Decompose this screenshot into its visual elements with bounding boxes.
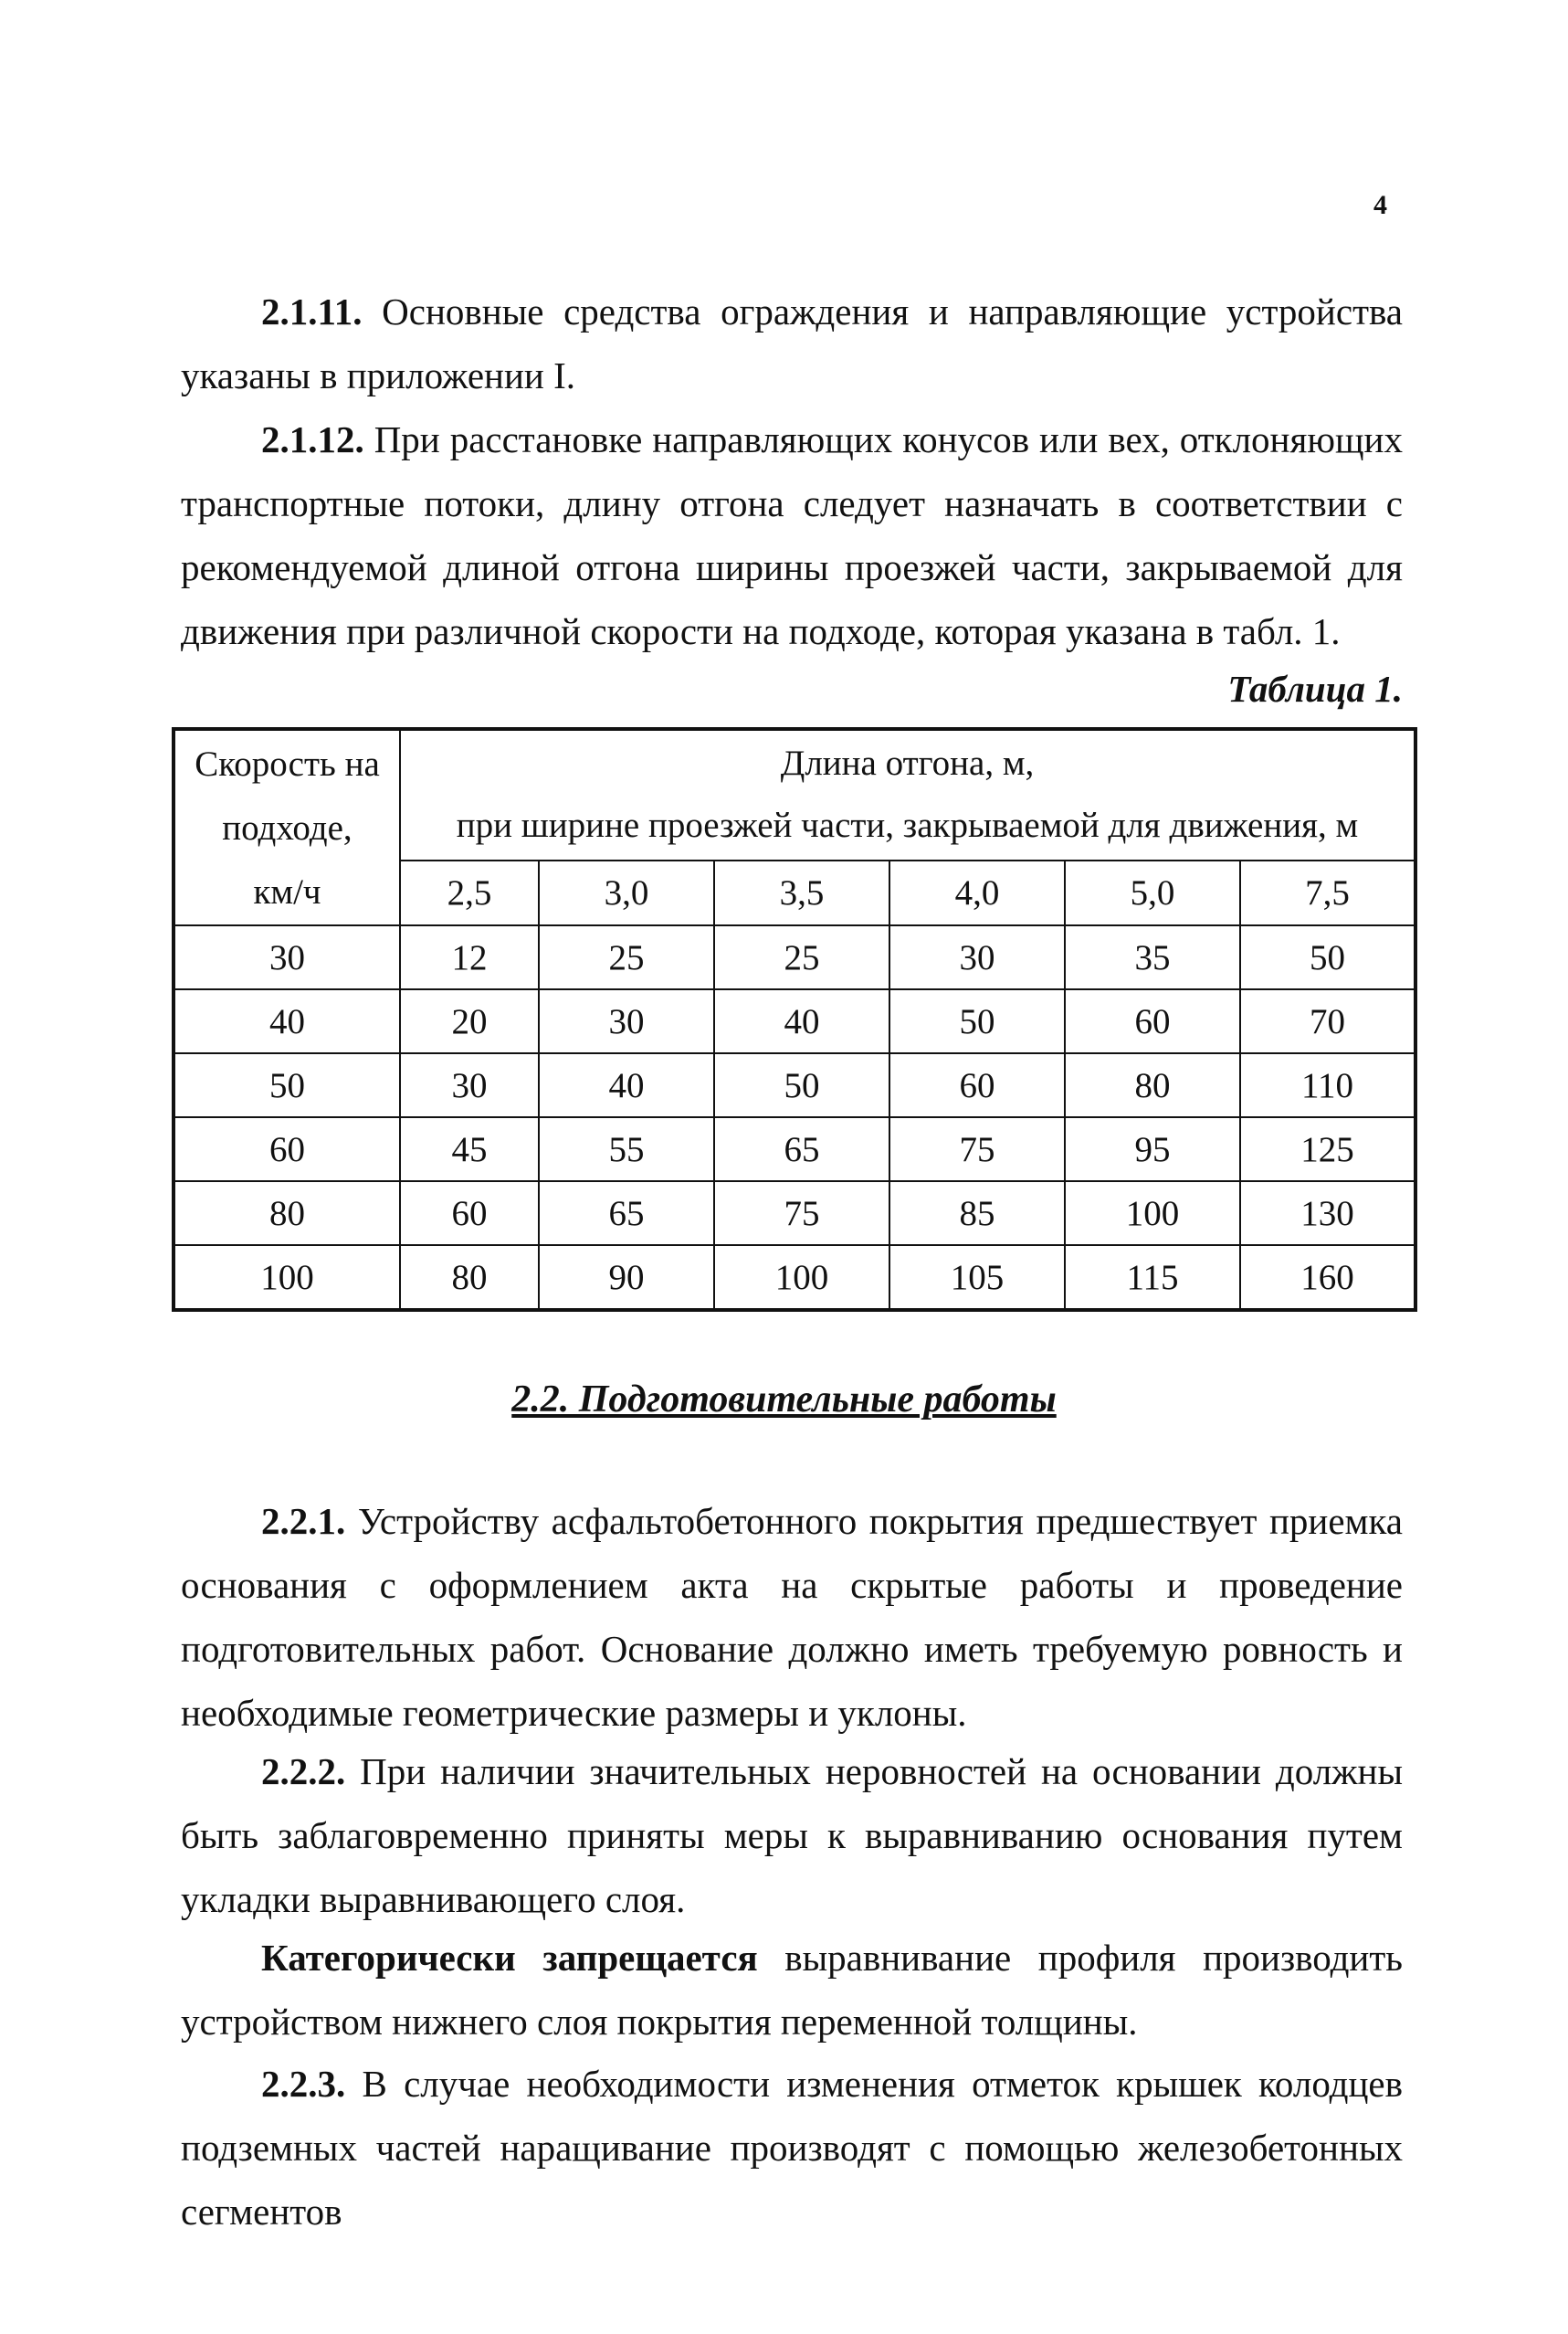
- length-cell: 105: [889, 1245, 1065, 1310]
- length-cell: 25: [539, 925, 714, 989]
- length-column-header: [400, 729, 1415, 861]
- paragraph-text: Основные средства ограждения и направляющие устройства указаны в приложении I.: [181, 290, 1403, 396]
- width-header-cell: 3,0: [539, 861, 714, 925]
- table-row: [174, 1245, 1415, 1310]
- data-table: [172, 727, 1417, 1312]
- length-header-line: Длина отгона, м,: [780, 744, 1035, 784]
- page-number: 4: [1373, 190, 1387, 220]
- paragraph-number: 2.2.2.: [261, 1750, 346, 1792]
- length-cell: 40: [539, 1053, 714, 1117]
- speed-cell: 50: [174, 1053, 400, 1117]
- table-body: [174, 925, 1415, 1310]
- table-row: [174, 989, 1415, 1053]
- width-header-cell: 5,0: [1065, 861, 1240, 925]
- length-cell: 50: [889, 989, 1065, 1053]
- length-cell: 50: [1240, 925, 1415, 989]
- paragraph-2-1-12: [181, 407, 1403, 663]
- length-cell: 60: [1065, 989, 1240, 1053]
- speed-cell: 80: [174, 1181, 400, 1245]
- paragraph-number: 2.2.3.: [261, 2063, 346, 2105]
- paragraph-prohibition: [181, 1926, 1403, 2054]
- paragraph-2-2-2: [181, 1739, 1403, 1931]
- table-caption: Таблица 1.: [1227, 668, 1403, 710]
- speed-cell: 60: [174, 1117, 400, 1181]
- length-cell: 130: [1240, 1181, 1415, 1245]
- speed-cell: 40: [174, 989, 400, 1053]
- length-cell: 30: [539, 989, 714, 1053]
- length-cell: 95: [1065, 1117, 1240, 1181]
- length-cell: 110: [1240, 1053, 1415, 1117]
- length-cell: 30: [889, 925, 1065, 989]
- paragraph-text: В случае необходимости изменения отметок крышек колодцев подземных частей наращивание производят с помощью железобетонных сегментов: [181, 2063, 1403, 2233]
- paragraph-number: 2.1.11.: [261, 290, 363, 333]
- paragraph-number: 2.1.12.: [261, 418, 364, 460]
- length-cell: 80: [1065, 1053, 1240, 1117]
- table-row: [174, 925, 1415, 989]
- prohibition-emphasis: Категорически запрещается: [261, 1937, 758, 1979]
- length-cell: 115: [1065, 1245, 1240, 1310]
- table-row: [174, 1053, 1415, 1117]
- speed-column-header: [174, 729, 400, 925]
- length-cell: 60: [889, 1053, 1065, 1117]
- length-cell: 80: [400, 1245, 539, 1310]
- length-cell: 35: [1065, 925, 1240, 989]
- table-row: [174, 1181, 1415, 1245]
- length-cell: 85: [889, 1181, 1065, 1245]
- width-header-cell: 7,5: [1240, 861, 1415, 925]
- length-cell: 125: [1240, 1117, 1415, 1181]
- speed-cell: 100: [174, 1245, 400, 1310]
- length-cell: 90: [539, 1245, 714, 1310]
- length-cell: 45: [400, 1117, 539, 1181]
- length-cell: 60: [400, 1181, 539, 1245]
- length-cell: 65: [714, 1117, 889, 1181]
- length-cell: 100: [1065, 1181, 1240, 1245]
- length-cell: 100: [714, 1245, 889, 1310]
- paragraph-text: При расстановке направляющих конусов или вех, отклоняющих транспортные потоки, длину отгона следует назначать в соответствии с рекомендуемой длиной отгона ширины проезжей части, закрываемой для движения при различной скорости на подходе, которая указана в табл. 1.: [181, 418, 1403, 652]
- length-cell: 160: [1240, 1245, 1415, 1310]
- length-cell: 55: [539, 1117, 714, 1181]
- length-cell: 30: [400, 1053, 539, 1117]
- paragraph-2-1-11: [181, 280, 1403, 407]
- paragraph-2-2-3: [181, 2052, 1403, 2244]
- length-cell: 75: [889, 1117, 1065, 1181]
- paragraph-text: выравнивание профиля производить устройством нижнего слоя покрытия переменной толщины.: [181, 1937, 1403, 2043]
- speed-header-line: км/ч: [253, 872, 321, 912]
- width-header-cell: 3,5: [714, 861, 889, 925]
- paragraph-number: 2.2.1.: [261, 1500, 346, 1542]
- length-cell: 50: [714, 1053, 889, 1117]
- length-cell: 25: [714, 925, 889, 989]
- length-header-line: при ширине проезжей части, закрываемой для движения, м: [456, 806, 1359, 846]
- length-cell: 65: [539, 1181, 714, 1245]
- length-cell: 12: [400, 925, 539, 989]
- speed-header-line: Скорость на: [195, 745, 380, 784]
- width-header-cell: 2,5: [400, 861, 539, 925]
- paragraph-2-2-1: [181, 1489, 1403, 1745]
- paragraph-text: Устройству асфальтобетонного покрытия предшествует приемка основания с оформлением акта на скрытые работы и проведение подготовительных работ. Основание должно иметь требуемую ровность и необходимые геометрические размеры и уклоны.: [181, 1500, 1403, 1734]
- length-cell: 75: [714, 1181, 889, 1245]
- table-row: [174, 1117, 1415, 1181]
- paragraph-text: При наличии значительных неровностей на основании должны быть заблаговременно приняты меры к выравниванию основания путем укладки выравнивающего слоя.: [181, 1750, 1403, 1920]
- length-cell: 20: [400, 989, 539, 1053]
- width-header-cell: 4,0: [889, 861, 1065, 925]
- speed-cell: 30: [174, 925, 400, 989]
- length-cell: 40: [714, 989, 889, 1053]
- speed-header-line: подходе,: [222, 808, 353, 848]
- length-cell: 70: [1240, 989, 1415, 1053]
- section-title: 2.2. Подготовительные работы: [511, 1378, 1057, 1420]
